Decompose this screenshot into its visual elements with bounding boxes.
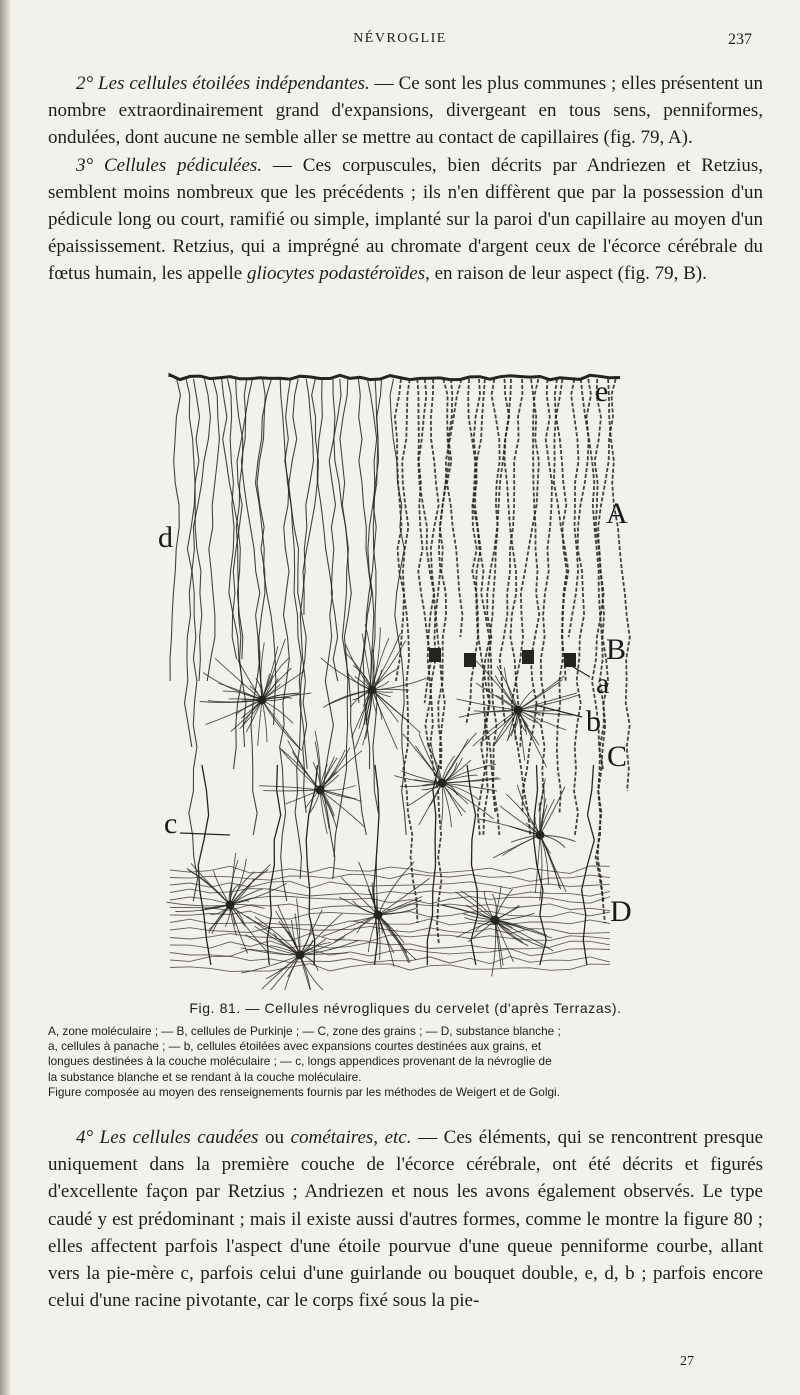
cell-process [372,690,421,733]
paragraph-text: — Ce sont les plus communes ; elles présentent un nombre extraordinairement grand d'expansions, divergeant en tous sens, penniformes, ondulées, dont aucune ne semble aller se mettre au contact de capillaires (fig. 79, A). [48,73,763,149]
caption-legend-line: a, cellules à panache ; — b, cellules étoilées avec expansions courtes destinées aux grains, et [48,1039,542,1054]
fiber-end-foot [564,653,576,667]
stellate-cell [456,660,580,767]
radial-fiber [207,379,219,681]
radial-fiber [363,379,382,769]
radial-fiber [280,379,298,901]
paragraph-lead: 2° Les cellules étoilées indépendantes. [76,73,370,94]
figure-81-illustration [150,365,650,990]
radial-fiber [574,379,591,835]
stellate-cell [200,639,312,751]
cell-process [442,783,462,816]
figure-label-b: b [586,705,601,738]
paragraph-italic-term: gliocytes podastéroïdes [246,263,426,285]
pia-mater-border [170,375,620,380]
page-binding-shadow [0,0,10,1395]
figure-label-a: a [596,667,610,700]
radial-fiber [436,379,462,769]
paragraph-lead: 3° Cellules pédiculées. [76,154,263,176]
paragraph-text: — Ces corpuscules, bien décrits par Andriezen et Retzius, semblent moins nombreux que les précédents ; ils n'en diffèrent que par la possession d'un pédicule long ou court, ramifié ou simple, implanté sur la paroi d'un capillaire au moyen d'un épaississement. Retzius, qui a imprégné au chromate d'argent ceux de l'écorce cérébrale du fœtus humain, les appelle [48,154,763,285]
cell-process [262,700,293,723]
cell-process [441,783,443,827]
fiber-end-foot [522,650,534,664]
radial-fiber [358,379,372,703]
fiber-end-foot [464,653,476,667]
paragraph-lead: 4° Les cellules caudées [76,1127,259,1148]
pia-border-line [170,375,620,380]
paragraph-italic-term: cométaires, etc. [290,1127,412,1148]
long-appendix [582,765,595,965]
cell-process [167,902,231,906]
white-matter-fiber [170,964,610,972]
paragraph-cellules-pediculees [48,152,763,288]
figure-label-B: B [606,633,627,666]
cell-process [518,676,564,710]
caption-legend-line: A, zone moléculaire ; — B, cellules de Purkinje ; — C, zone des grains ; — D, substance blanche ; [48,1024,561,1038]
radial-fiber [300,379,313,813]
radial-fiber [468,379,496,813]
paragraph-text: — Ces éléments, qui se rencontrent presque uniquement dans la première couche de l'écorce cérébrale, ont été décrits et figurés d'excellente façon par Retzius ; Andriezen et nous les avons également observés. Le type caudé y est prédominant ; mais il existe aussi d'autres formes, comme le montre la figure 80 ; elles affectent parfois l'aspect d'une étoile pourvue d'une queue penniforme courbe, allant vers la pie-mère c, parfois celui d'une guirlande ou bouquet double, e, d, b ; parfois encore celui d'une racine pivotante, car le corps fixé sous la pie- [48,1127,764,1312]
text-block-top [48,70,763,288]
cell-process [300,955,325,990]
caption-legend-line: la substance blanche et se rendant à la couche moléculaire. [48,1069,362,1084]
cell-process [259,786,320,790]
cell-process [215,658,262,700]
cell-process [263,790,320,791]
figure-label-C: C [607,740,628,773]
radial-fiber [478,379,500,835]
fiber-end-foot [429,648,441,662]
page-number: 237 [728,31,752,48]
figure-caption-legend [48,1024,763,1100]
radial-fiber [569,379,579,637]
radial-fiber [340,379,366,835]
stellate-cell [440,886,553,977]
radial-fiber [539,379,552,813]
figure-label-D: D [610,895,632,928]
paragraph-text-end: , en raison de leur aspect (fig. 79, B). [425,263,707,285]
radial-fiber [581,379,605,923]
radial-fiber [395,379,418,923]
paragraph-cellules-etoilees [48,70,763,152]
radial-fiber [241,379,264,703]
white-matter-fiber [170,874,610,882]
signature-mark: 27 [680,1354,694,1369]
radial-fiber [447,379,463,637]
cell-process [213,871,230,905]
caption-legend-line: Figure composée au moyen des renseignements fournis par les méthodes de Weigert et de Golgi. [48,1084,560,1099]
figure-label-A: A [606,497,628,530]
radial-fiber [438,379,449,769]
long-appendix [198,765,211,965]
running-title: NÉVROGLIE [353,31,447,46]
paragraph-connector: ou [258,1127,291,1148]
cell-process [188,870,230,905]
cell-process [372,633,401,690]
figure-caption-title: Fig. 81. — Cellules névrogliques du cervelet (d'après Terrazas). [189,1000,622,1016]
stellate-cell [259,731,364,834]
paragraph-cellules-caudees [48,1124,763,1314]
figure-label-c: c [164,807,178,840]
cell-process [281,750,320,790]
white-matter-fiber [170,956,610,964]
leader-line-a [570,665,590,677]
cell-process [540,835,542,900]
radial-fiber [608,379,630,791]
radial-fiber [251,379,265,835]
radial-fiber [500,379,523,725]
cell-process [540,835,561,889]
radial-fiber [512,379,539,835]
figure-label-d: d [158,521,173,554]
glial-cells [167,624,581,990]
figure-label-e: e [595,375,609,408]
text-block-bottom [48,1124,763,1314]
caption-legend-line: longues destinées à la couche moléculaire ; — c, longs appendices provenant de la névroglie de [48,1054,552,1069]
neuroglia-drawing [150,365,650,990]
